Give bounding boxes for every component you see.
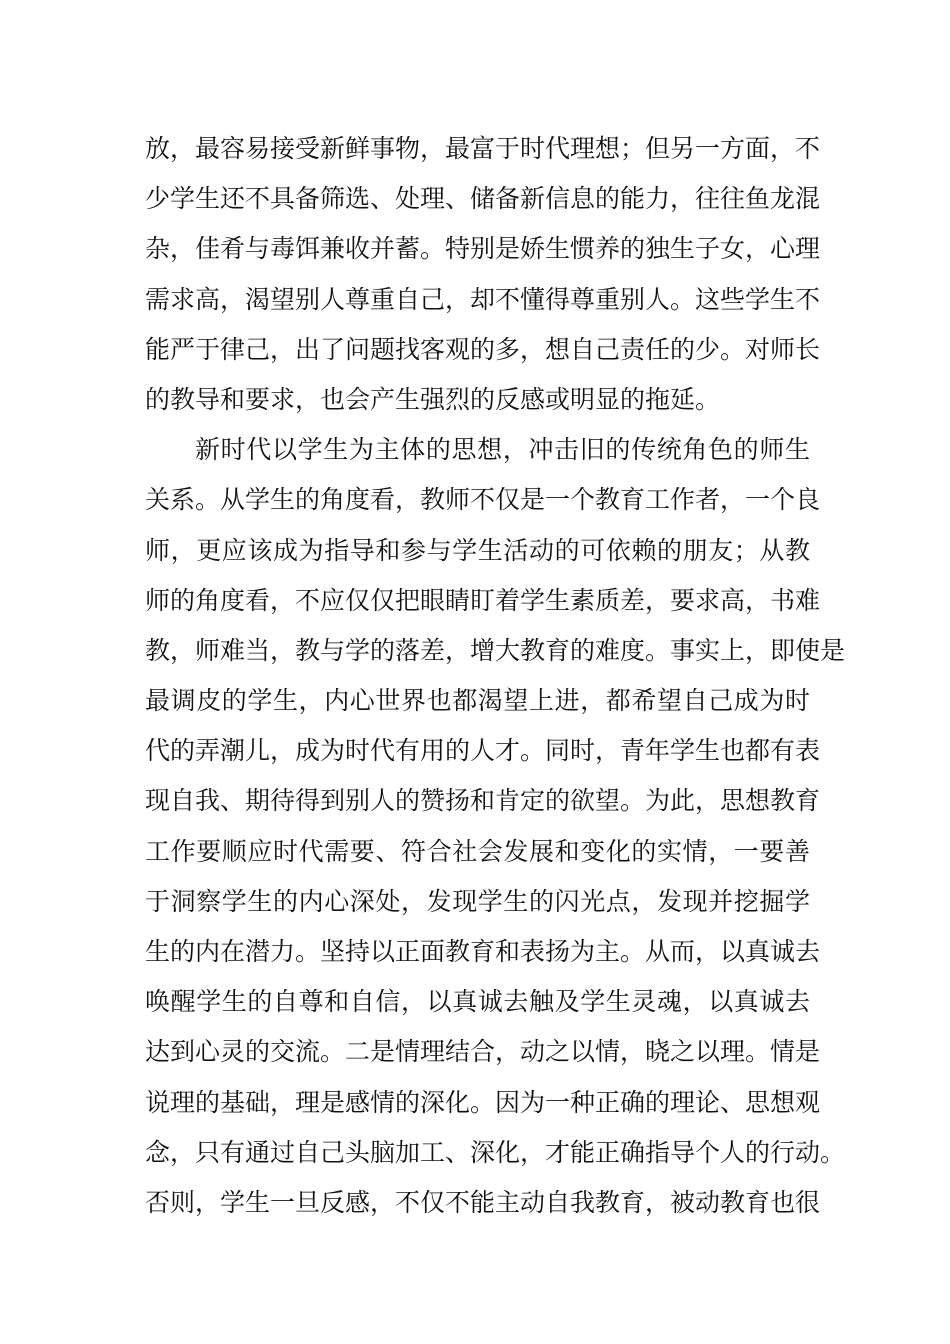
body-text bbox=[145, 124, 846, 1228]
text-line: 代的弄潮儿，成为时代有用的人才。同时，青年学生也都有表 bbox=[145, 736, 821, 766]
text-line: 少学生还不具备筛选、处理、储备新信息的能力，往往鱼龙混 bbox=[145, 184, 821, 214]
text-line: 放，最容易接受新鲜事物，最富于时代理想；但另一方面，不 bbox=[145, 134, 821, 163]
text-line: 需求高，渴望别人尊重自己，却不懂得尊重别人。这些学生不 bbox=[145, 284, 821, 314]
text-line: 教，师难当，教与学的落差，增大教育的难度。事实上，即使是 bbox=[145, 635, 846, 665]
text-line: 现自我、期待得到别人的赞扬和肯定的欲望。为此，思想教育 bbox=[145, 786, 821, 816]
text-line: 能严于律己，出了问题找客观的多，想自己责任的少。对师长 bbox=[145, 334, 821, 364]
text-line: 师，更应该成为指导和参与学生活动的可依赖的朋友；从教 bbox=[145, 535, 810, 565]
text-line: 关系。从学生的角度看，教师不仅是一个教育工作者，一个良 bbox=[145, 485, 821, 515]
paragraph-first-line: 新时代以学生为主体的思想，冲击旧的传统角色的师生 bbox=[195, 435, 810, 465]
text-line: 于洞察学生的内心深处，发现学生的闪光点，发现并挖掘学 bbox=[145, 886, 810, 916]
text-line: 工作要顺应时代需要、符合社会发展和变化的实情，一要善 bbox=[145, 836, 810, 866]
text-line: 否则，学生一旦反感，不仅不能主动自我教育，被动教育也很 bbox=[145, 1187, 821, 1217]
text-line: 生的内在潜力。坚持以正面教育和表扬为主。从而，以真诚去 bbox=[145, 937, 821, 966]
text-line: 杂，佳肴与毒饵兼收并蓄。特别是娇生惯养的独生子女，心理 bbox=[145, 234, 821, 264]
text-line: 的教导和要求，也会产生强烈的反感或明显的拖延。 bbox=[145, 384, 721, 414]
text-line: 师的角度看，不应仅仅把眼睛盯着学生素质差，要求高，书难 bbox=[145, 585, 821, 615]
text-line: 说理的基础，理是感情的深化。因为一种正确的理论、思想观 bbox=[145, 1087, 821, 1117]
text-line: 唤醒学生的自尊和自信，以真诚去触及学生灵魂，以真诚去 bbox=[145, 987, 810, 1017]
text-line: 达到心灵的交流。二是情理结合，动之以情，晓之以理。情是 bbox=[145, 1037, 821, 1067]
text-line: 念，只有通过自己头脑加工、深化，才能正确指导个人的行动。 bbox=[145, 1137, 846, 1167]
text-line: 最调皮的学生，内心世界也都渴望上进，都希望自己成为时 bbox=[145, 686, 810, 716]
